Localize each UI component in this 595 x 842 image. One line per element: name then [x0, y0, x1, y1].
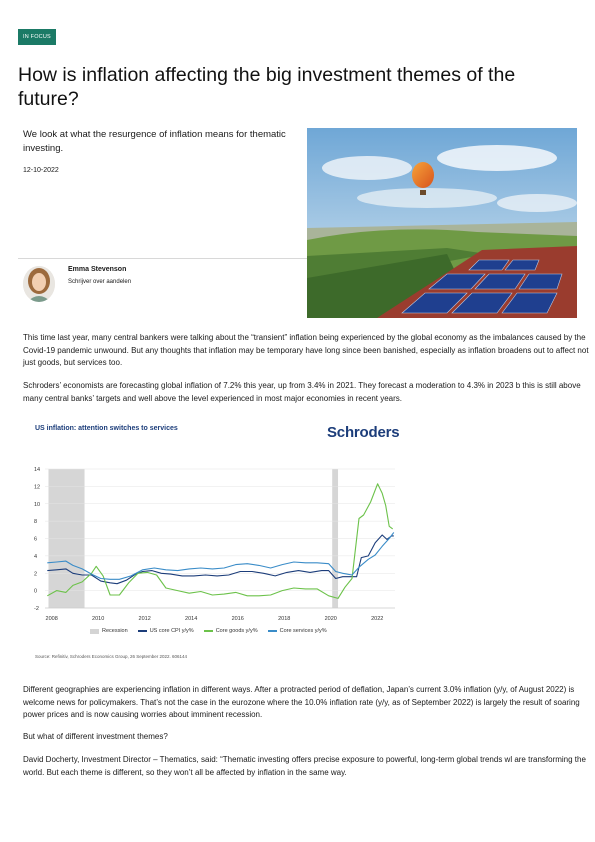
y-tick-label: 4 — [34, 553, 38, 560]
legend-item-core-services — [268, 628, 327, 634]
legend-item-core-cpi — [138, 628, 194, 634]
x-tick-label: 2022 — [371, 616, 384, 622]
y-tick-label: 10 — [34, 501, 41, 508]
x-tick-label: 2008 — [45, 616, 58, 622]
x-tick-label: 2016 — [231, 616, 244, 622]
series-line-core-goods-y-y- — [47, 484, 392, 599]
x-tick-label: 2014 — [185, 616, 198, 622]
article-headline: How is inflation affecting the big investment themes of the future? — [18, 64, 516, 110]
y-tick-label: 6 — [34, 536, 38, 543]
y-tick-label: 2 — [34, 571, 38, 578]
body-paragraph-5: David Docherty, Investment Director – Thematics, said: “Thematic investing offers precise exposure to powerful, long-term global trends wl are transforming the world. But each theme is different, so they won’t all be affected by inflation in the same way. — [23, 755, 586, 777]
inflation-chart — [23, 455, 403, 625]
author-name[interactable]: Emma Stevenson — [68, 266, 127, 273]
series-line-us-core-cpi-y-y- — [47, 535, 394, 584]
y-tick-label: -2 — [34, 606, 39, 612]
body-paragraph-2: Schroders’ economists are forecasting global inflation of 7.2% this year, up from 3.4% in 2021. They forecast a moderation to 4.3% in 2023 b this is still above many central banks’ targets and well above the level experienced in most major economies in recent years. — [23, 381, 581, 403]
legend-label: US core CPI y/y% — [149, 628, 194, 634]
x-tick-label: 2010 — [92, 616, 105, 622]
chart-legend — [90, 628, 327, 634]
x-tick-label: 2020 — [324, 616, 337, 622]
body-paragraph-3: Different geographies are experiencing inflation in different ways. After a protracted period of deflation, Japan’s current 3.0% inflation (y/y, of August 2022) is welcome news for policymakers. That’s not the case in the eurozone where the 10.0% inflation rate (y/y, as of September 2022) is largely the result of soaring power prices and is now causing worries about imminent recession. — [23, 685, 580, 719]
legend-label: Core goods y/y% — [215, 628, 258, 634]
y-tick-label: 12 — [34, 484, 41, 491]
article-summary: We look at what the resurgence of inflation means for thematic investing. — [23, 129, 286, 154]
legend-label: Core services y/y% — [279, 628, 327, 634]
legend-swatch-core-services — [268, 630, 277, 632]
legend-swatch-recession — [90, 629, 99, 634]
category-tag[interactable]: IN FOCUS — [18, 29, 56, 45]
legend-item-core-goods — [204, 628, 258, 634]
chart-source: Source: Refinitiv, Schroders Economics Group, 26 September 2022. 606144 — [35, 654, 188, 659]
schroders-logo: Schroders — [327, 424, 400, 441]
legend-item-recession — [90, 628, 128, 634]
body-paragraph-1: This time last year, many central bankers were talking about the “transient” inflation being experienced by the global economy as the imbalances caused by the Covid-19 pandemic unwound. But any thoughts that inflation may be temporary have long since been banished, especially as inflation broadens out to affect not just goods, but services too. — [23, 333, 589, 367]
author-avatar — [23, 266, 55, 302]
y-tick-label: 8 — [34, 519, 38, 526]
author-role: Schrijver over aandelen — [68, 279, 132, 285]
y-tick-label: 0 — [34, 588, 38, 595]
x-tick-label: 2018 — [278, 616, 291, 622]
chart-title: US inflation: attention switches to services — [35, 425, 178, 432]
publish-date: 12-10-2022 — [23, 167, 59, 174]
legend-swatch-core-cpi — [138, 630, 147, 632]
legend-swatch-core-goods — [204, 630, 213, 632]
x-tick-label: 2012 — [138, 616, 151, 622]
byline-divider — [18, 258, 307, 259]
hero-image — [307, 128, 577, 318]
y-tick-label: 14 — [34, 467, 41, 473]
body-paragraph-4: But what of different investment themes? — [23, 732, 168, 741]
legend-label: Recession — [102, 628, 128, 634]
